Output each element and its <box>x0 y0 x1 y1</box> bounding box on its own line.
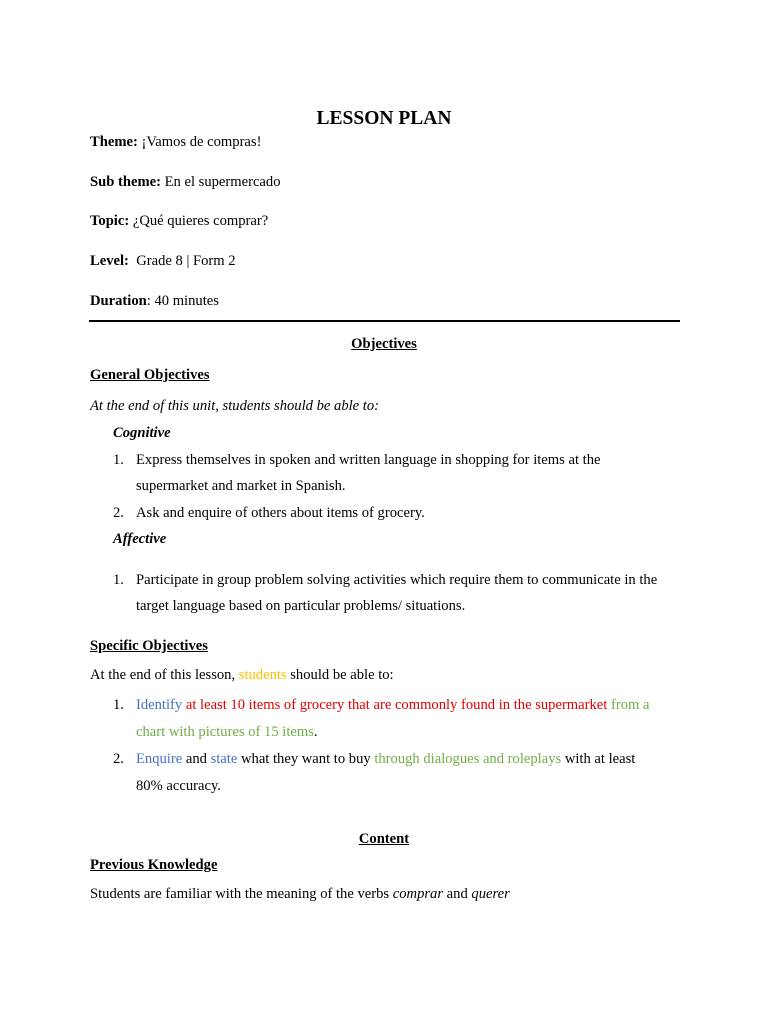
theme-label: Theme: <box>90 134 138 150</box>
subtheme-value: En el supermercado <box>164 174 281 190</box>
document-title: LESSON PLAN <box>316 108 452 129</box>
specific-item-2-number: 2. <box>113 751 124 767</box>
affective-item-1-line1: Participate in group problem solving activities which require them to communicate in the <box>136 572 658 588</box>
prev-knowledge-verb-comprar: comprar <box>392 886 444 902</box>
previous-knowledge-text <box>90 886 510 903</box>
specific-item-1-number: 1. <box>113 697 124 713</box>
cognitive-item-1-line2: supermarket and market in Spanish. <box>136 478 346 494</box>
specific-item-2-line1 <box>136 751 635 768</box>
previous-knowledge-heading: Previous Knowledge <box>90 857 218 873</box>
specific-item-2-verb-state: state <box>210 751 238 767</box>
cognitive-item-1-number: 1. <box>113 452 124 468</box>
specific-item-2-line2: 80% accuracy. <box>136 778 221 794</box>
specific-item-1-method-start: from a <box>607 697 650 713</box>
horizontal-divider <box>89 320 680 322</box>
specific-item-1-method-end: chart with pictures of 15 items <box>136 724 314 740</box>
affective-item-1-line2: target language based on particular problems/ situations. <box>136 598 466 614</box>
level-value: Grade 8 | Form 2 <box>136 253 236 269</box>
topic-value: ¿Qué quieres comprar? <box>132 213 269 229</box>
affective-label: Affective <box>113 531 167 547</box>
general-objectives-intro: At the end of this unit, students should be able to: <box>90 398 380 414</box>
cognitive-item-2-number: 2. <box>113 505 124 521</box>
general-objectives-heading: General Objectives <box>90 367 210 383</box>
theme-value: ¡Vamos de compras! <box>141 134 262 150</box>
specific-objectives-intro <box>90 667 394 684</box>
affective-item-1-number: 1. <box>113 572 124 588</box>
specific-item-2-content: what they want to buy <box>237 751 375 767</box>
prev-knowledge-pre: Students are familiar with the meaning of the verbs <box>90 886 393 902</box>
theme-line <box>90 134 261 151</box>
specific-item-1-line2 <box>136 724 318 741</box>
cognitive-item-1-line1: Express themselves in spoken and written language in shopping for items at the <box>136 452 601 468</box>
specific-item-2-and: and <box>182 751 211 767</box>
specific-item-1-content: at least 10 items of grocery that are commonly found in the supermarket <box>182 697 608 713</box>
objectives-heading: Objectives <box>351 336 417 352</box>
specific-item-2-accuracy-start: with at least <box>561 751 636 767</box>
cognitive-label: Cognitive <box>113 425 171 441</box>
specific-item-1-verb: Identify <box>136 697 183 713</box>
specific-item-2-verb-enquire: Enquire <box>136 751 183 767</box>
specific-item-1-period: . <box>313 724 318 740</box>
duration-value: : 40 minutes <box>146 293 219 309</box>
topic-line <box>90 213 268 230</box>
level-label: Level: <box>90 253 129 269</box>
specific-item-1-line1 <box>136 697 649 714</box>
subtheme-line <box>90 174 281 191</box>
duration-line <box>90 293 219 310</box>
specific-intro-students: students <box>238 667 287 683</box>
specific-objectives-heading: Specific Objectives <box>90 638 208 654</box>
duration-label: Duration <box>90 293 147 309</box>
specific-intro-pre: At the end of this lesson, <box>90 667 239 683</box>
level-line <box>90 253 236 270</box>
specific-item-2-method: through dialogues and roleplays <box>374 751 562 767</box>
specific-intro-post: should be able to: <box>286 667 394 683</box>
cognitive-item-2-line1: Ask and enquire of others about items of grocery. <box>136 505 425 521</box>
subtheme-label: Sub theme: <box>90 174 161 190</box>
topic-label: Topic: <box>90 213 130 229</box>
prev-knowledge-verb-querer: querer <box>471 886 510 902</box>
prev-knowledge-and: and <box>443 886 472 902</box>
content-heading: Content <box>358 831 410 847</box>
